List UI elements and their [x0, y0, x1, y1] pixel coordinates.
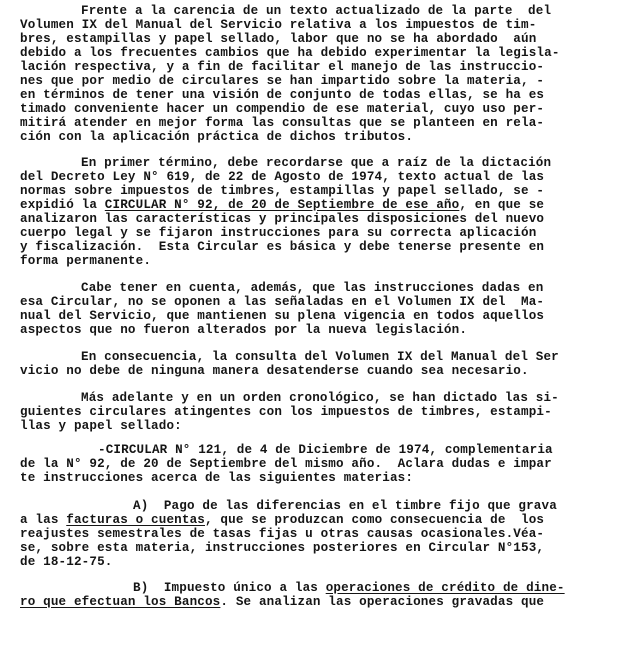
text-line — [20, 471, 413, 485]
text-line — [20, 555, 113, 569]
text-line — [20, 102, 544, 116]
text-segment: debido a los frecuentes cambios que ha debido experimentar la legisla- — [20, 46, 560, 60]
text-line — [20, 74, 544, 88]
text-segment: nual del Servicio, que mantienen su plena vigencia en todos aquellos — [20, 309, 545, 323]
text-line — [20, 323, 467, 337]
text-line — [20, 240, 544, 254]
text-segment: expidió la — [20, 198, 105, 212]
text-line — [81, 391, 559, 405]
text-segment: . Se analizan las operaciones gravadas que — [220, 595, 545, 609]
text-segment: Frente a la carencia de un texto actualizado de la parte del — [81, 4, 552, 18]
text-segment: guientes circulares atingentes con los impuestos de timbres, estampi- — [20, 405, 552, 419]
text-segment: te instrucciones acerca de las siguientes materias: — [20, 471, 414, 485]
text-line — [20, 88, 544, 102]
text-segment: de 18-12-75. — [20, 555, 113, 569]
text-segment: lación respectiva, y a fin de facilitar el manejo de las instruccio- — [20, 60, 545, 74]
text-line — [20, 541, 544, 555]
underlined-text: operaciones de crédito de dine- — [325, 581, 565, 595]
text-segment: vicio no debe de ninguna manera desatenderse cuando sea necesario. — [20, 364, 529, 378]
text-segment: analizaron las características y principales disposiciones del nuevo — [20, 212, 545, 226]
text-segment: se, sobre esta materia, instrucciones posteriores en Circular N°153, — [20, 541, 545, 555]
text-line — [20, 32, 536, 46]
text-line — [20, 295, 544, 309]
underlined-text: CIRCULAR N° 92, de 20 de Septiembre de ese año — [104, 198, 460, 212]
text-line — [20, 364, 529, 378]
text-line — [20, 198, 544, 212]
underlined-text: ro que efectuan los Bancos — [20, 595, 221, 609]
text-segment: -CIRCULAR N° 121, de 4 de Diciembre de 1974, complementaria — [98, 443, 553, 457]
text-line — [20, 130, 413, 144]
text-segment: y fiscalización. Esta Circular es básica y debe tenerse presente en — [20, 240, 545, 254]
text-segment: Más adelante y en un orden cronológico, se han dictado las si- — [81, 391, 559, 405]
text-segment: Volumen IX del Manual del Servicio relativa a los impuestos de tim- — [20, 18, 537, 32]
text-segment: Cabe tener en cuenta, además, que las instrucciones dadas en — [81, 281, 544, 295]
text-segment: aspectos que no fueron alterados por la nueva legislación. — [20, 323, 468, 337]
text-line — [20, 170, 544, 184]
text-line — [20, 419, 182, 433]
text-line — [20, 212, 544, 226]
underlined-text: facturas o cuentas — [66, 513, 205, 527]
text-segment: timado conveniente hacer un compendio de ese material, cuyo uso per- — [20, 102, 545, 116]
text-segment: reajustes semestrales de tasas fijas u otras causas ocasionales.Véa- — [20, 527, 545, 541]
text-segment: de la N° 92, de 20 de Septiembre del mismo año. Aclara dudas e impar — [20, 457, 552, 471]
text-segment: B) Impuesto único a las — [133, 581, 326, 595]
text-line — [20, 309, 544, 323]
text-segment: En primer término, debe recordarse que a raíz de la dictación — [81, 156, 552, 170]
text-segment: En consecuencia, la consulta del Volumen IX del Manual del Ser — [81, 350, 559, 364]
text-line — [133, 499, 557, 513]
text-line — [20, 405, 552, 419]
text-segment: normas sobre impuestos de timbres, estampillas y papel sellado, se - — [20, 184, 545, 198]
text-segment: mitirá atender en mejor forma las consultas que se planteen en rela- — [20, 116, 545, 130]
text-line — [20, 595, 544, 609]
text-segment: , en que se — [459, 198, 545, 212]
text-segment: nes que por medio de circulares se han impartido sobre la materia, - — [20, 74, 545, 88]
text-segment: , que se produzcan como consecuencia de los — [205, 513, 545, 527]
text-line — [20, 513, 544, 527]
text-line — [20, 254, 151, 268]
text-segment: forma permanente. — [20, 254, 152, 268]
text-segment: A) Pago de las diferencias en el timbre fijo que grava — [133, 499, 557, 513]
text-line — [98, 443, 553, 457]
text-line — [81, 281, 543, 295]
text-line — [20, 116, 544, 130]
text-segment: en términos de tener una visión de conjunto de todas ellas, se ha es — [20, 88, 545, 102]
text-line — [20, 527, 544, 541]
text-segment: a las — [20, 513, 67, 527]
text-line — [20, 226, 536, 240]
text-line — [20, 457, 552, 471]
text-segment: del Decreto Ley N° 619, de 22 de Agosto de 1974, texto actual de las — [20, 170, 545, 184]
text-line — [133, 581, 565, 595]
text-line — [81, 156, 551, 170]
text-line — [81, 4, 551, 18]
text-segment: ción con la aplicación práctica de dichos tributos. — [20, 130, 414, 144]
text-line — [20, 46, 560, 60]
text-segment: esa Circular, no se oponen a las señaladas en el Volumen IX del Ma- — [20, 295, 545, 309]
text-line — [20, 184, 544, 198]
text-line — [20, 60, 544, 74]
text-segment: llas y papel sellado: — [20, 419, 182, 433]
text-segment: bres, estampillas y papel sellado, labor que no se ha abordado aún — [20, 32, 537, 46]
text-line — [81, 350, 559, 364]
text-line — [20, 18, 536, 32]
text-segment: cuerpo legal y se fijaron instrucciones para su correcta aplicación — [20, 226, 537, 240]
